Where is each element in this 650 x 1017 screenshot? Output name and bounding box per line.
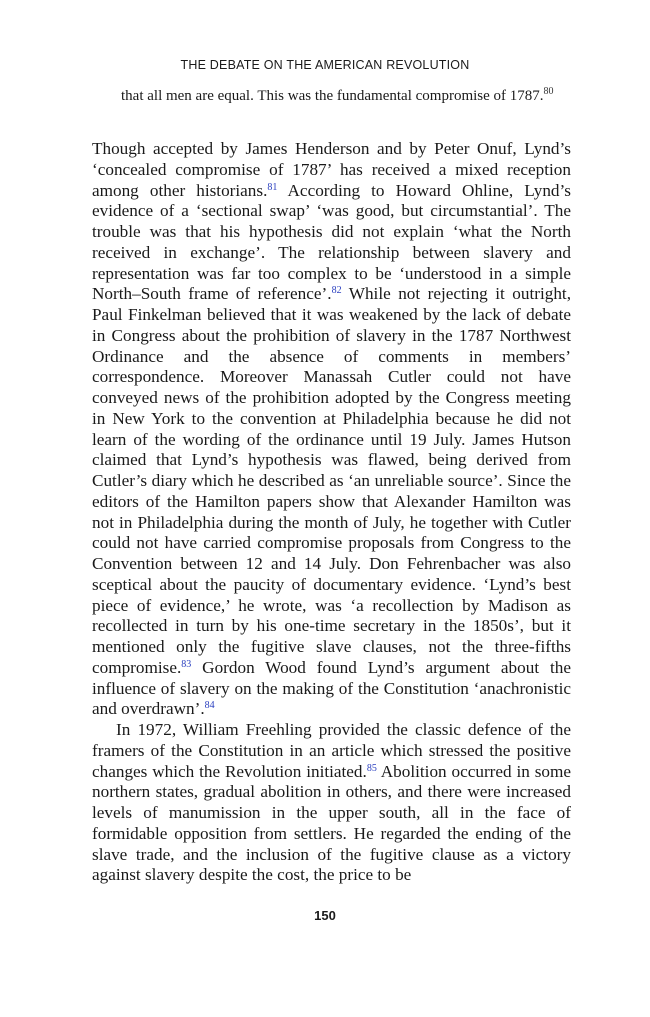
block-quote: [121, 86, 571, 107]
footnote-ref-82[interactable]: 82: [331, 285, 342, 297]
footnote-ref-83[interactable]: 83: [181, 658, 192, 670]
paragraph-text: In 1972, William Freehling provided the classic defence of the framers of the Constitution in an article which stressed the positive changes which the Revolution initiated.: [92, 720, 571, 781]
footnote-ref-80: 80: [543, 86, 554, 97]
footnote-ref-81[interactable]: 81: [267, 181, 278, 193]
paragraph-text: While not rejecting it outright, Paul Finkelman believed that it was weakened by the lack of debate in Congress about the prohibition of slavery in the 1787 Northwest Ordinance and the absence of comments in members’ correspondence. Moreover Manassah Cutler could not have conveyed news of the prohibition adopted by the Congress meeting in New York to the convention at Philadelphia because he did not learn of the wording of the ordinance until 19 July. James Hutson claimed that Lynd’s hypothesis was flawed, being derived from Cutler’s diary which he described as ‘an unreliable source’. Since the editors of the Hamilton papers show that Alexander Hamilton was not in Philadelphia during the month of July, he together with Cutler could not have carried compromise proposals from Congress to the Convention between 12 and 14 July. Don Fehrenbacher was also sceptical about the paucity of documentary evidence. ‘Lynd’s best piece of evidence,’ he wrote, was ‘a recollection by Madison as recollected in turn by his one-time secretary in the 1850s’, but it mentioned only the fugitive slave clauses, not the three-fifths compromise.: [92, 284, 571, 677]
body-text: [92, 139, 571, 886]
paragraph-text: According to Howard Ohline, Lynd’s evidence of a ‘sectional swap’ ‘was good, but circumstantial’. The trouble was that his hypothesis did not explain ‘what the North received in exchange’. The relationship between slavery and representation was far too complex to be ‘understood in a simple North–South frame of reference’.: [92, 180, 571, 304]
paragraph-text: Gordon Wood found Lynd’s argument about the influence of slavery on the making of the Constitution ‘anachronistic and overdrawn’.: [92, 657, 571, 719]
block-quote-text: that all men are equal. This was the fundamental compromise of 1787.: [121, 88, 544, 104]
footnote-ref-85[interactable]: 85: [366, 762, 377, 774]
paragraph: [92, 139, 571, 720]
footnote-ref-84[interactable]: 84: [204, 700, 215, 712]
page-number: 150: [314, 908, 336, 923]
paragraph-text: Though accepted by James Henderson and by Peter Onuf, Lynd’s ‘concealed compromise of 1787’ has received a mixed reception among other historians.: [92, 139, 571, 200]
paragraph-text: Abolition occurred in some northern states, gradual abolition in others, and there were increased levels of manumission in the upper south, all in the face of formidable opposition from settlers. He regarded the ending of the slave trade, and the inclusion of the fugitive clause as a victory against slavery despite the cost, the price to be: [92, 761, 571, 885]
running-head: THE DEBATE ON THE AMERICAN REVOLUTION: [180, 58, 470, 72]
paragraph: [92, 720, 571, 886]
